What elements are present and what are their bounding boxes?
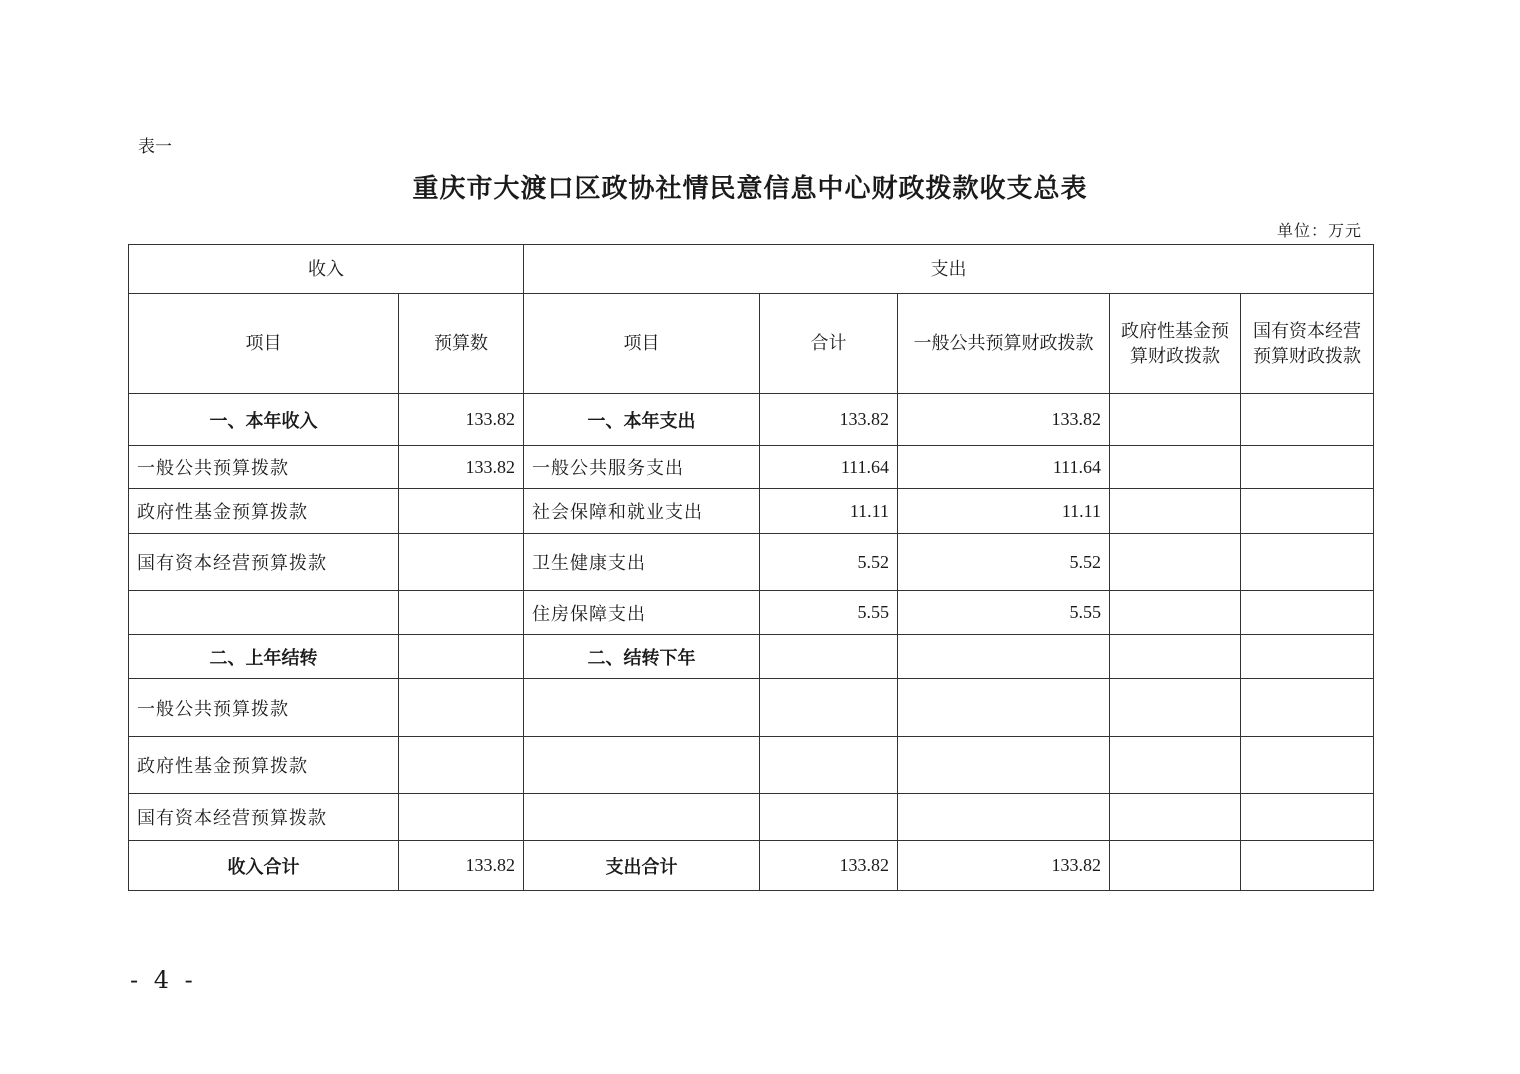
expense-state-capital bbox=[1241, 841, 1374, 891]
expense-state-capital bbox=[1241, 534, 1374, 591]
expense-general bbox=[898, 679, 1110, 737]
expense-item bbox=[524, 794, 760, 841]
expense-item: 社会保障和就业支出 bbox=[524, 489, 760, 534]
table-row bbox=[129, 679, 1374, 737]
page-number: - 4 - bbox=[130, 966, 197, 994]
income-value bbox=[399, 737, 524, 794]
expense-general bbox=[898, 737, 1110, 794]
header-income: 收入 bbox=[129, 245, 524, 294]
expense-total: 5.52 bbox=[760, 534, 898, 591]
expense-total bbox=[760, 737, 898, 794]
budget-table bbox=[128, 244, 1374, 891]
expense-item: 卫生健康支出 bbox=[524, 534, 760, 591]
expense-gov-fund bbox=[1110, 446, 1241, 489]
income-value bbox=[399, 489, 524, 534]
header-row-top bbox=[129, 245, 1374, 294]
table-row bbox=[129, 591, 1374, 635]
unit-label: 单位：万元 bbox=[1276, 221, 1362, 240]
expense-general: 133.82 bbox=[898, 394, 1110, 446]
table-row bbox=[129, 737, 1374, 794]
header-row-columns bbox=[129, 294, 1374, 394]
expense-gov-fund bbox=[1110, 635, 1241, 679]
income-total-value: 133.82 bbox=[399, 841, 524, 891]
header-income-item: 项目 bbox=[129, 294, 399, 394]
income-item: 一般公共预算拨款 bbox=[129, 446, 399, 489]
table-row bbox=[129, 794, 1374, 841]
expense-item: 一般公共服务支出 bbox=[524, 446, 760, 489]
expense-general: 111.64 bbox=[898, 446, 1110, 489]
income-item bbox=[129, 591, 399, 635]
expense-state-capital bbox=[1241, 446, 1374, 489]
income-item: 一、本年收入 bbox=[129, 394, 399, 446]
expense-gov-fund bbox=[1110, 841, 1241, 891]
table-row bbox=[129, 534, 1374, 591]
expense-item bbox=[524, 737, 760, 794]
expense-total bbox=[760, 679, 898, 737]
expense-gov-fund bbox=[1110, 489, 1241, 534]
income-item: 一般公共预算拨款 bbox=[129, 679, 399, 737]
expense-general: 11.11 bbox=[898, 489, 1110, 534]
income-value bbox=[399, 679, 524, 737]
income-value bbox=[399, 591, 524, 635]
expense-item: 住房保障支出 bbox=[524, 591, 760, 635]
expense-general: 5.55 bbox=[898, 591, 1110, 635]
expense-state-capital bbox=[1241, 489, 1374, 534]
table-label: 表一 bbox=[138, 137, 172, 157]
header-expense-item: 项目 bbox=[524, 294, 760, 394]
expense-state-capital bbox=[1241, 635, 1374, 679]
expense-total bbox=[760, 635, 898, 679]
expense-gov-fund bbox=[1110, 794, 1241, 841]
expense-state-capital bbox=[1241, 794, 1374, 841]
income-item: 国有资本经营预算拨款 bbox=[129, 794, 399, 841]
expense-state-capital bbox=[1241, 394, 1374, 446]
table-row-total bbox=[129, 841, 1374, 891]
expense-state-capital bbox=[1241, 679, 1374, 737]
expense-general: 5.52 bbox=[898, 534, 1110, 591]
expense-gov-fund bbox=[1110, 737, 1241, 794]
income-value: 133.82 bbox=[399, 394, 524, 446]
header-budget: 预算数 bbox=[399, 294, 524, 394]
expense-general bbox=[898, 635, 1110, 679]
expense-total bbox=[760, 794, 898, 841]
table-row bbox=[129, 489, 1374, 534]
income-item: 政府性基金预算拨款 bbox=[129, 489, 399, 534]
table-row bbox=[129, 394, 1374, 446]
expense-gov-fund bbox=[1110, 591, 1241, 635]
header-general-budget: 一般公共预算财政拨款 bbox=[898, 294, 1110, 394]
header-total: 合计 bbox=[760, 294, 898, 394]
income-value bbox=[399, 794, 524, 841]
income-total-label: 收入合计 bbox=[129, 841, 399, 891]
expense-gov-fund bbox=[1110, 394, 1241, 446]
income-item: 二、上年结转 bbox=[129, 635, 399, 679]
expense-total: 11.11 bbox=[760, 489, 898, 534]
expense-total: 133.82 bbox=[760, 394, 898, 446]
expense-gov-fund bbox=[1110, 679, 1241, 737]
expense-total: 5.55 bbox=[760, 591, 898, 635]
header-gov-fund: 政府性基金预算财政拨款 bbox=[1110, 294, 1241, 394]
income-item: 政府性基金预算拨款 bbox=[129, 737, 399, 794]
expense-total: 133.82 bbox=[760, 841, 898, 891]
expense-item: 二、结转下年 bbox=[524, 635, 760, 679]
expense-total: 111.64 bbox=[760, 446, 898, 489]
expense-general: 133.82 bbox=[898, 841, 1110, 891]
expense-item bbox=[524, 679, 760, 737]
expense-general bbox=[898, 794, 1110, 841]
expense-total-label: 支出合计 bbox=[524, 841, 760, 891]
table-row bbox=[129, 446, 1374, 489]
income-value bbox=[399, 635, 524, 679]
expense-state-capital bbox=[1241, 737, 1374, 794]
table-row bbox=[129, 635, 1374, 679]
expense-item: 一、本年支出 bbox=[524, 394, 760, 446]
income-value: 133.82 bbox=[399, 446, 524, 489]
income-value bbox=[399, 534, 524, 591]
expense-gov-fund bbox=[1110, 534, 1241, 591]
income-item: 国有资本经营预算拨款 bbox=[129, 534, 399, 591]
expense-state-capital bbox=[1241, 591, 1374, 635]
page-title: 重庆市大渡口区政协社情民意信息中心财政拨款收支总表 bbox=[412, 174, 1088, 204]
header-expense: 支出 bbox=[524, 245, 1374, 294]
header-state-capital: 国有资本经营预算财政拨款 bbox=[1241, 294, 1374, 394]
